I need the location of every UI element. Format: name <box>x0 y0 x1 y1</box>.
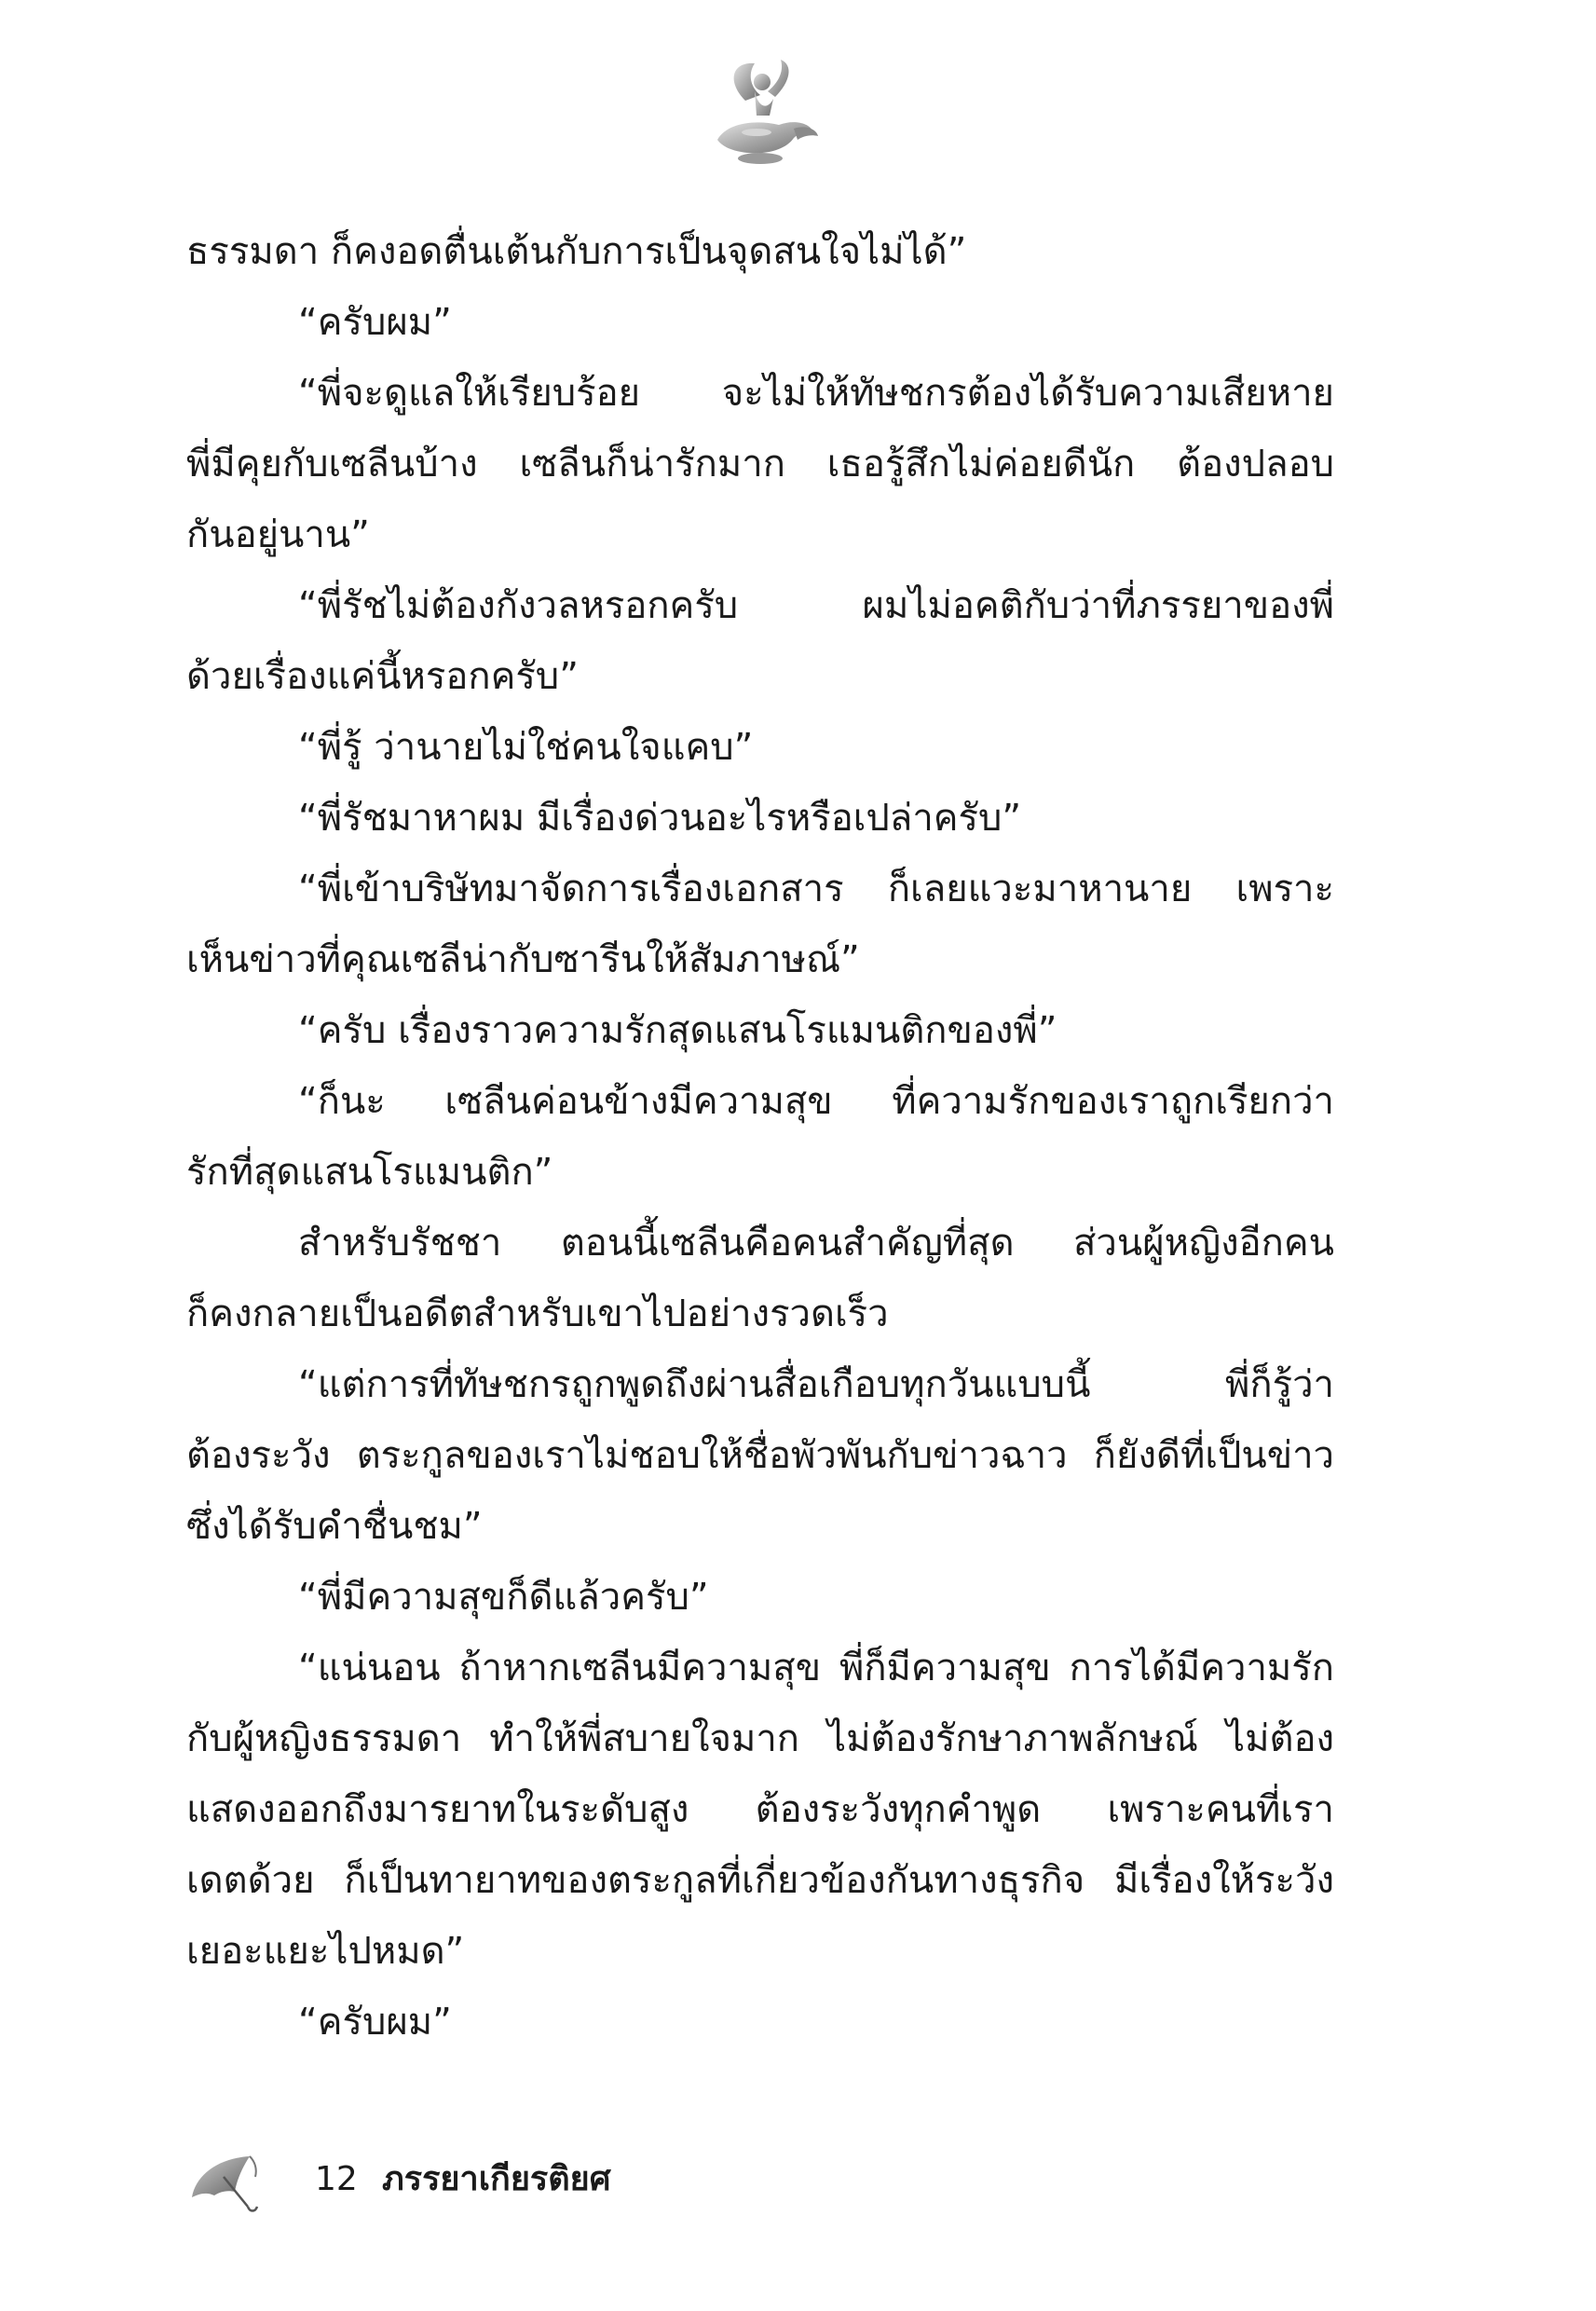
text-line: เห็นข่าวที่คุณเซลีน่ากับซารีนให้สัมภาษณ์” <box>186 938 860 981</box>
text-line: พี่มีคุยกับเซลีนบ้าง เซลีนก็น่ารักมาก เธอรู้สึกไม่ค่อยดีนัก ต้องปลอบ <box>186 443 1334 485</box>
text-line: “พี่มีความสุขก็ดีแล้วครับ” <box>298 1576 709 1619</box>
page-footer <box>186 2143 839 2218</box>
text-line: “ครับผม” <box>298 301 452 344</box>
text-line: “พี่เข้าบริษัทมาจัดการเรื่องเอกสาร ก็เลยแวะมาหานาย เพราะ <box>298 868 1334 910</box>
text-line: ด้วยเรื่องแค่นี้หรอกครับ” <box>186 655 579 698</box>
text-line: แสดงออกถึงมารยาทในระดับสูง ต้องระวังทุกคำพูด เพราะคนที่เรา <box>186 1788 1334 1831</box>
text-line: “พี่จะดูแลให้เรียบร้อย จะไม่ให้ทัษชกรต้องได้รับความเสียหาย <box>298 372 1334 415</box>
text-line: “ครับผม” <box>298 2001 452 2044</box>
text-line: “ครับ เรื่องราวความรักสุดแสนโรแมนติกของพี่” <box>298 1009 1057 1052</box>
text-line: ธรรมดา ก็คงอดตื่นเต้นกับการเป็นจุดสนใจไม่ได้” <box>186 230 967 273</box>
text-line: เดตด้วย ก็เป็นทายาทของตระกูลที่เกี่ยวข้องกันทางธุรกิจ มีเรื่องให้ระวัง <box>186 1859 1334 1902</box>
text-line: “แต่การที่ทัษชกรถูกพูดถึงผ่านสื่อเกือบทุกวันแบบนี้ พี่ก็รู้ว่า <box>298 1363 1334 1406</box>
text-line: เยอะแยะไปหมด” <box>186 1930 465 1973</box>
text-line: สำหรับรัชชา ตอนนี้เซลีนคือคนสำคัญที่สุด ส่วนผู้หญิงอีกคน <box>298 1222 1334 1265</box>
text-line: “ก็นะ เซลีนค่อนข้างมีความสุข ที่ความรักของเราถูกเรียกว่า <box>298 1080 1334 1123</box>
text-line: ก็คงกลายเป็นอดีตสำหรับเขาไปอย่างรวดเร็ว <box>186 1292 889 1335</box>
text-line: ต้องระวัง ตระกูลของเราไม่ชอบให้ชื่อพัวพันกับข่าวฉาว ก็ยังดีที่เป็นข่าว <box>186 1434 1334 1477</box>
book-title: ภรรยาเกียรติยศ <box>382 2160 611 2198</box>
angel-lamp-ornament-icon <box>689 54 829 175</box>
umbrella-icon <box>186 2149 270 2216</box>
text-line: กันอยู่นาน” <box>186 513 370 556</box>
text-line: รักที่สุดแสนโรแมนติก” <box>186 1151 553 1194</box>
page-body-text <box>186 216 1334 2058</box>
text-line: “แน่นอน ถ้าหากเซลีนมีความสุข พี่ก็มีความสุข การได้มีความรัก <box>298 1647 1334 1689</box>
text-line: “พี่รัชมาหาผม มีเรื่องด่วนอะไรหรือเปล่าครับ” <box>298 797 1022 840</box>
text-line: “พี่รู้ ว่านายไม่ใช่คนใจแคบ” <box>298 726 754 769</box>
page-number: 12 <box>315 2160 358 2198</box>
text-line: “พี่รัชไม่ต้องกังวลหรอกครับ ผมไม่อคติกับว่าที่ภรรยาของพี่ <box>298 584 1334 627</box>
text-line: ซึ่งได้รับคำชื่นชม” <box>186 1505 483 1548</box>
text-line: กับผู้หญิงธรรมดา ทำให้พี่สบายใจมาก ไม่ต้องรักษาภาพลักษณ์ ไม่ต้อง <box>186 1717 1334 1760</box>
